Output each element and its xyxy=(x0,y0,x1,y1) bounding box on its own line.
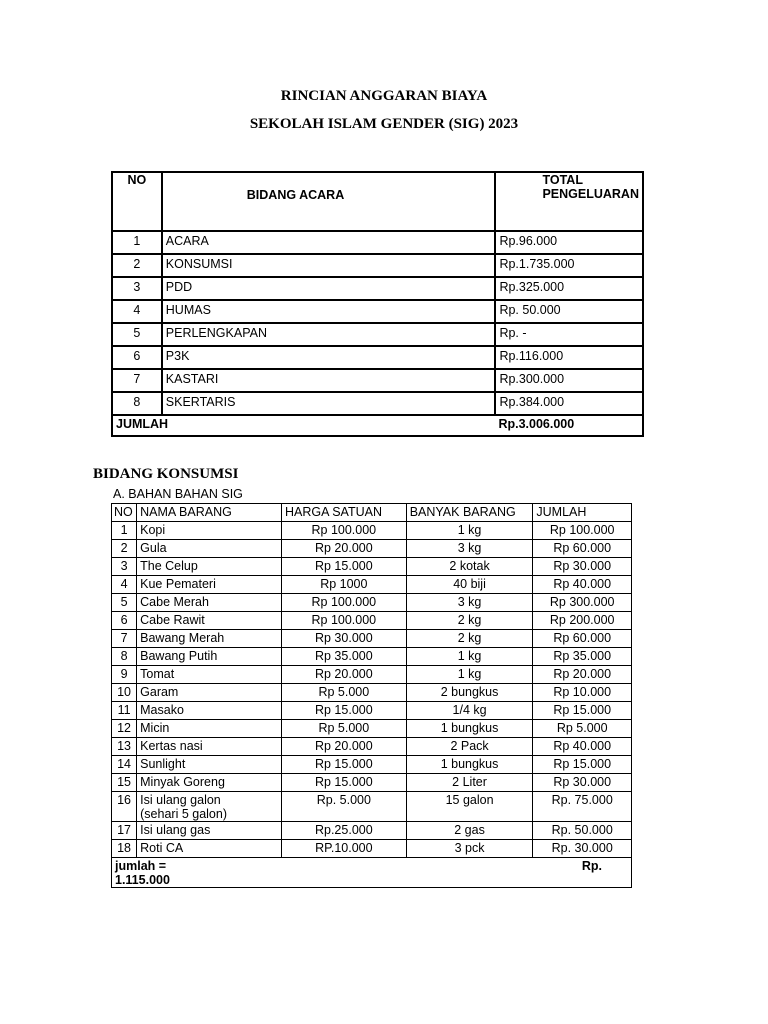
summary-row xyxy=(112,300,643,323)
item-no: 4 xyxy=(112,576,137,594)
item-price: Rp 15.000 xyxy=(281,774,406,792)
row-field: SKERTARIS xyxy=(162,392,496,415)
header-amount: JUMLAH xyxy=(533,504,632,522)
row-no: 1 xyxy=(112,231,162,254)
item-price: Rp 30.000 xyxy=(281,630,406,648)
items-total-currency: Rp. xyxy=(581,859,602,873)
item-price: Rp 20.000 xyxy=(281,738,406,756)
item-name: Gula xyxy=(137,540,282,558)
header-field: BIDANG ACARA xyxy=(162,172,496,231)
item-price: Rp 20.000 xyxy=(281,666,406,684)
summary-row xyxy=(112,369,643,392)
item-price: RP.10.000 xyxy=(281,840,406,858)
item-amount: Rp 40.000 xyxy=(533,738,632,756)
summary-total-value: Rp.3.006.000 xyxy=(495,415,643,436)
item-amount: Rp 40.000 xyxy=(533,576,632,594)
item-price: Rp 35.000 xyxy=(281,648,406,666)
section-subtitle: A. BAHAN BAHAN SIG xyxy=(113,487,243,501)
item-name: Cabe Rawit xyxy=(137,612,282,630)
row-no: 3 xyxy=(112,277,162,300)
item-name: Isi ulang gas xyxy=(137,822,282,840)
item-amount: Rp 35.000 xyxy=(533,648,632,666)
item-amount: Rp 300.000 xyxy=(533,594,632,612)
item-price: Rp 100.000 xyxy=(281,522,406,540)
row-no: 5 xyxy=(112,323,162,346)
item-row xyxy=(112,648,632,666)
item-amount: Rp 100.000 xyxy=(533,522,632,540)
row-no: 8 xyxy=(112,392,162,415)
header-qty: BANYAK BARANG xyxy=(406,504,533,522)
item-amount: Rp 30.000 xyxy=(533,558,632,576)
row-total: Rp. 50.000 xyxy=(495,300,643,323)
item-qty: 1 bungkus xyxy=(406,720,533,738)
item-no: 2 xyxy=(112,540,137,558)
item-price: Rp 100.000 xyxy=(281,594,406,612)
item-price: Rp 100.000 xyxy=(281,612,406,630)
item-amount: Rp 15.000 xyxy=(533,702,632,720)
item-qty: 1 kg xyxy=(406,522,533,540)
item-price: Rp 20.000 xyxy=(281,540,406,558)
item-name-line2: (sehari 5 galon) xyxy=(140,807,227,821)
item-row xyxy=(112,774,632,792)
item-row xyxy=(112,558,632,576)
row-no: 6 xyxy=(112,346,162,369)
item-price: Rp 15.000 xyxy=(281,756,406,774)
item-name: The Celup xyxy=(137,558,282,576)
item-qty: 2 kg xyxy=(406,630,533,648)
summary-total-label: JUMLAH xyxy=(112,415,495,436)
item-qty: 1 kg xyxy=(406,666,533,684)
item-no: 3 xyxy=(112,558,137,576)
item-qty: 1 kg xyxy=(406,648,533,666)
item-qty: 3 pck xyxy=(406,840,533,858)
item-amount: Rp. 75.000 xyxy=(533,792,632,822)
section-title: BIDANG KONSUMSI xyxy=(93,466,239,482)
item-no: 9 xyxy=(112,666,137,684)
item-row xyxy=(112,720,632,738)
item-row xyxy=(112,738,632,756)
row-field: P3K xyxy=(162,346,496,369)
item-row xyxy=(112,684,632,702)
item-name: Garam xyxy=(137,684,282,702)
summary-header-row xyxy=(112,172,643,231)
item-no: 1 xyxy=(112,522,137,540)
item-no: 18 xyxy=(112,840,137,858)
row-no: 7 xyxy=(112,369,162,392)
item-row xyxy=(112,594,632,612)
item-qty: 2 Pack xyxy=(406,738,533,756)
item-name: Cabe Merah xyxy=(137,594,282,612)
item-qty: 2 bungkus xyxy=(406,684,533,702)
item-price: Rp 15.000 xyxy=(281,558,406,576)
row-total: Rp.96.000 xyxy=(495,231,643,254)
items-total-value: 1.115.000 xyxy=(115,873,170,887)
item-name: Kopi xyxy=(137,522,282,540)
item-row xyxy=(112,540,632,558)
header-total: TOTAL PENGELUARAN xyxy=(495,172,643,231)
row-field: PERLENGKAPAN xyxy=(162,323,496,346)
item-row xyxy=(112,666,632,684)
item-no: 8 xyxy=(112,648,137,666)
item-qty: 3 kg xyxy=(406,594,533,612)
row-total: Rp.1.735.000 xyxy=(495,254,643,277)
document-title: RINCIAN ANGGARAN BIAYA xyxy=(280,88,488,104)
row-total: Rp.384.000 xyxy=(495,392,643,415)
summary-row xyxy=(112,392,643,415)
item-row xyxy=(112,612,632,630)
item-price: Rp 5.000 xyxy=(281,684,406,702)
item-amount: Rp 60.000 xyxy=(533,540,632,558)
item-name xyxy=(137,792,282,822)
item-price: Rp 15.000 xyxy=(281,702,406,720)
item-name: Sunlight xyxy=(137,756,282,774)
item-amount: Rp 60.000 xyxy=(533,630,632,648)
item-row xyxy=(112,756,632,774)
item-no: 13 xyxy=(112,738,137,756)
row-total: Rp.325.000 xyxy=(495,277,643,300)
item-row xyxy=(112,840,632,858)
item-price: Rp.25.000 xyxy=(281,822,406,840)
item-row xyxy=(112,822,632,840)
row-total: Rp.300.000 xyxy=(495,369,643,392)
summary-row xyxy=(112,323,643,346)
item-amount: Rp. 30.000 xyxy=(533,840,632,858)
item-name: Kertas nasi xyxy=(137,738,282,756)
items-header-row xyxy=(112,504,632,522)
item-no: 17 xyxy=(112,822,137,840)
item-no: 10 xyxy=(112,684,137,702)
item-price: Rp 5.000 xyxy=(281,720,406,738)
summary-row xyxy=(112,231,643,254)
summary-row xyxy=(112,277,643,300)
item-name: Bawang Putih xyxy=(137,648,282,666)
item-name: Minyak Goreng xyxy=(137,774,282,792)
row-no: 4 xyxy=(112,300,162,323)
item-name: Roti CA xyxy=(137,840,282,858)
item-name: Bawang Merah xyxy=(137,630,282,648)
item-amount: Rp. 50.000 xyxy=(533,822,632,840)
header-no: NO xyxy=(112,504,137,522)
item-name: Micin xyxy=(137,720,282,738)
row-total: Rp.116.000 xyxy=(495,346,643,369)
row-no: 2 xyxy=(112,254,162,277)
items-total-row xyxy=(112,858,632,888)
item-qty: 40 biji xyxy=(406,576,533,594)
items-total-label: jumlah = xyxy=(115,859,167,873)
summary-row xyxy=(112,346,643,369)
row-field: HUMAS xyxy=(162,300,496,323)
header-unit-price: HARGA SATUAN xyxy=(281,504,406,522)
summary-budget-table xyxy=(111,171,644,437)
item-row xyxy=(112,702,632,720)
item-no: 5 xyxy=(112,594,137,612)
item-qty: 2 kotak xyxy=(406,558,533,576)
row-field: KASTARI xyxy=(162,369,496,392)
konsumsi-items-table xyxy=(111,503,632,888)
item-amount: Rp 200.000 xyxy=(533,612,632,630)
item-no: 7 xyxy=(112,630,137,648)
item-row xyxy=(112,576,632,594)
item-no: 15 xyxy=(112,774,137,792)
item-amount: Rp 20.000 xyxy=(533,666,632,684)
item-name: Kue Pemateri xyxy=(137,576,282,594)
item-row xyxy=(112,522,632,540)
item-amount: Rp 30.000 xyxy=(533,774,632,792)
row-field: ACARA xyxy=(162,231,496,254)
item-no: 12 xyxy=(112,720,137,738)
item-qty: 3 kg xyxy=(406,540,533,558)
row-field: PDD xyxy=(162,277,496,300)
item-amount: Rp 10.000 xyxy=(533,684,632,702)
items-total-cell xyxy=(112,858,632,888)
item-no: 16 xyxy=(112,792,137,822)
item-name: Masako xyxy=(137,702,282,720)
item-row xyxy=(112,630,632,648)
item-name: Tomat xyxy=(137,666,282,684)
row-field: KONSUMSI xyxy=(162,254,496,277)
item-qty: 2 Liter xyxy=(406,774,533,792)
row-total: Rp. - xyxy=(495,323,643,346)
item-qty: 1/4 kg xyxy=(406,702,533,720)
item-no: 6 xyxy=(112,612,137,630)
item-price: Rp 1000 xyxy=(281,576,406,594)
header-no: NO xyxy=(112,172,162,231)
item-qty: 2 kg xyxy=(406,612,533,630)
item-price: Rp. 5.000 xyxy=(281,792,406,822)
item-qty: 2 gas xyxy=(406,822,533,840)
summary-row xyxy=(112,254,643,277)
item-amount: Rp 15.000 xyxy=(533,756,632,774)
item-name-line1: Isi ulang galon xyxy=(140,793,221,807)
item-no: 14 xyxy=(112,756,137,774)
item-no: 11 xyxy=(112,702,137,720)
item-amount: Rp 5.000 xyxy=(533,720,632,738)
item-qty: 15 galon xyxy=(406,792,533,822)
header-name: NAMA BARANG xyxy=(137,504,282,522)
document-subtitle: SEKOLAH ISLAM GENDER (SIG) 2023 xyxy=(249,116,519,132)
summary-total-row xyxy=(112,415,643,436)
item-row xyxy=(112,792,632,822)
item-qty: 1 bungkus xyxy=(406,756,533,774)
